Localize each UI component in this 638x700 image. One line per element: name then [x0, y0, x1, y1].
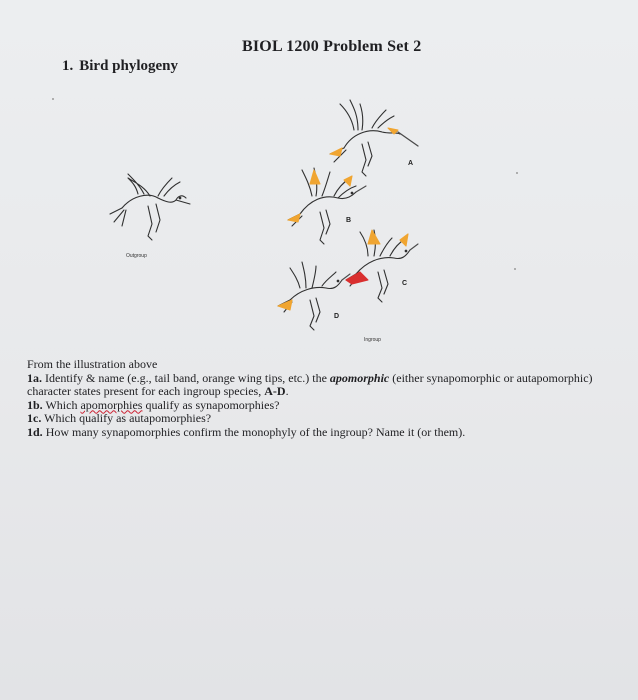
question-text: autapomorphic) character states present for each ingroup species, — [27, 370, 593, 398]
species-label-a: A — [408, 160, 414, 167]
outgroup-bird — [110, 174, 190, 240]
species-label-b: B — [346, 217, 352, 224]
question-1a — [27, 372, 627, 399]
question-number: 1c. — [27, 411, 42, 425]
question-number: 1b. — [27, 397, 43, 412]
bird-b-orange-tail — [288, 214, 300, 222]
questions-intro: From the illustration above — [27, 357, 158, 371]
bird-c-red-tail — [346, 272, 368, 284]
question-text: Identify & name (e.g., tail band, orange wing tips, etc.) the — [45, 370, 327, 385]
page-title: BIOL 1200 Problem Set 2 — [242, 38, 422, 55]
bird-d — [278, 262, 350, 330]
questions-block — [27, 358, 627, 439]
section-title: Bird phylogeny — [79, 58, 179, 74]
section-number: 1. — [62, 58, 74, 74]
question-number: 1d. — [27, 424, 43, 439]
question-text: How many synapomorphies confirm the monophyly of the ingroup? Name it (or them). — [45, 424, 466, 439]
misspelled-word: apomorphies — [80, 397, 143, 412]
bird-c-orange-wingtip — [400, 234, 408, 246]
question-1c — [27, 412, 627, 426]
question-number: 1a. — [27, 370, 42, 385]
bird-a — [330, 100, 418, 176]
species-label-c: C — [402, 280, 408, 287]
species-label-d: D — [334, 313, 340, 320]
outgroup-label: Outgroup — [126, 253, 147, 259]
question-text: qualify as synapomorphies? — [145, 397, 280, 412]
question-1d — [27, 426, 627, 440]
question-text: . — [285, 384, 289, 398]
bird-a-orange-tail — [330, 148, 342, 156]
bird-b-orange-wingtip — [310, 170, 320, 184]
ingroup-label: Ingroup — [364, 337, 381, 343]
question-text: Which qualify as autapomorphies? — [44, 411, 212, 425]
bird-b — [288, 168, 366, 244]
question-1b — [27, 399, 627, 413]
question-emphasis: A-D — [264, 384, 286, 398]
question-text: (either synapomorphic or — [392, 370, 514, 385]
question-text: Which — [45, 397, 78, 412]
bird-b-orange-wingtip — [344, 176, 352, 186]
bird-d-orange-tail — [278, 300, 292, 310]
question-emphasis: apomorphic — [329, 370, 390, 385]
